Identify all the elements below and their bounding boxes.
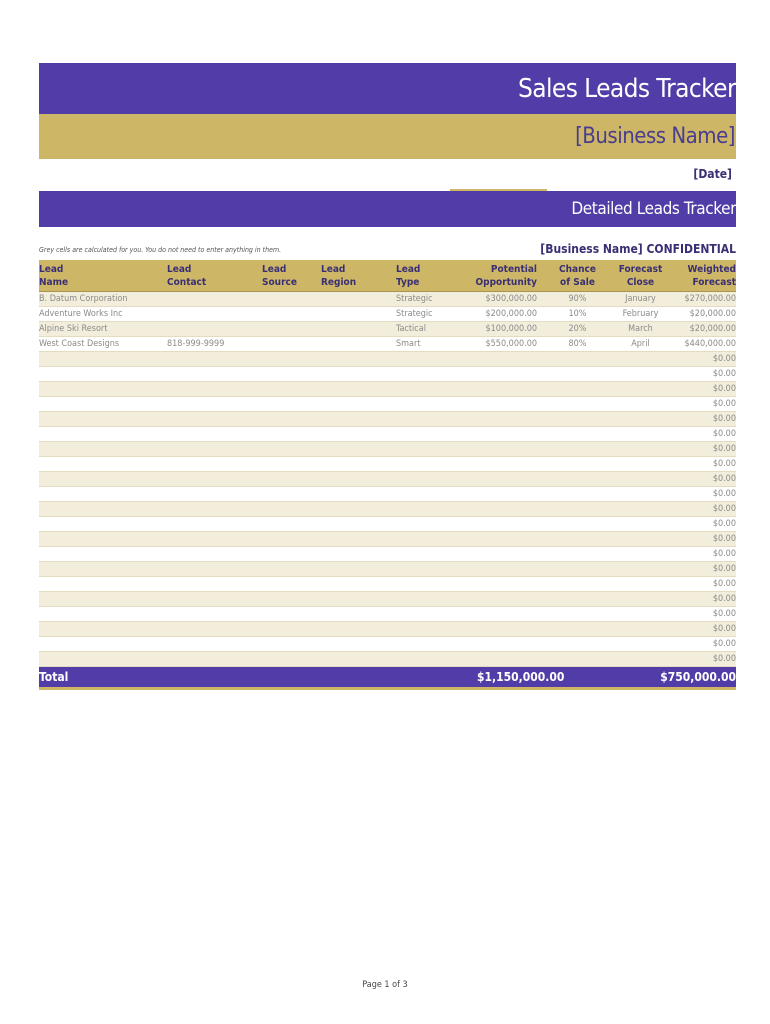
cell-type[interactable]: [396, 517, 449, 532]
cell-name[interactable]: Adventure Works Inc: [39, 307, 167, 322]
cell-weighted: $270,000.00: [673, 292, 736, 307]
cell-name[interactable]: [39, 412, 167, 427]
cell-opportunity[interactable]: [449, 367, 547, 382]
cell-opportunity[interactable]: [449, 472, 547, 487]
cell-opportunity[interactable]: [449, 502, 547, 517]
cell-region[interactable]: [321, 412, 396, 427]
cell-source[interactable]: [262, 517, 321, 532]
cell-chance[interactable]: [547, 412, 608, 427]
cell-close[interactable]: [608, 412, 673, 427]
cell-chance[interactable]: [547, 517, 608, 532]
cell-contact[interactable]: [167, 412, 262, 427]
cell-chance[interactable]: 80%: [547, 337, 608, 352]
cell-chance[interactable]: [547, 352, 608, 367]
cell-contact[interactable]: [167, 502, 262, 517]
cell-opportunity[interactable]: [449, 382, 547, 397]
cell-chance[interactable]: [547, 637, 608, 652]
total-opportunity: $1,150,000.00: [477, 670, 565, 684]
cell-contact[interactable]: [167, 307, 262, 322]
cell-contact[interactable]: [167, 577, 262, 592]
table-header-row: [39, 260, 736, 292]
cell-contact[interactable]: [167, 427, 262, 442]
cell-region[interactable]: [321, 547, 396, 562]
cell-type[interactable]: [396, 652, 449, 667]
cell-opportunity[interactable]: [449, 592, 547, 607]
cell-region[interactable]: [321, 307, 396, 322]
cell-source[interactable]: [262, 562, 321, 577]
column-header-line: Lead: [39, 263, 64, 275]
cell-weighted: $0.00: [673, 562, 736, 577]
cell-opportunity[interactable]: [449, 547, 547, 562]
cell-region[interactable]: [321, 592, 396, 607]
column-header-line: Lead: [167, 263, 192, 275]
table-row: [39, 637, 736, 652]
table-row: [39, 457, 736, 472]
cell-type[interactable]: [396, 637, 449, 652]
date-row: [39, 159, 736, 191]
cell-type[interactable]: [396, 457, 449, 472]
table-row: [39, 292, 736, 307]
cell-opportunity[interactable]: [449, 652, 547, 667]
cell-chance[interactable]: [547, 442, 608, 457]
cell-close[interactable]: [608, 517, 673, 532]
cell-source[interactable]: [262, 292, 321, 307]
column-header: [396, 260, 449, 292]
cell-close[interactable]: January: [608, 292, 673, 307]
cell-name[interactable]: Alpine Ski Resort: [39, 322, 167, 337]
cell-name[interactable]: [39, 532, 167, 547]
cell-source[interactable]: [262, 352, 321, 367]
cell-chance[interactable]: [547, 427, 608, 442]
column-header: [39, 260, 167, 292]
column-header-line: Lead: [321, 263, 346, 275]
cell-opportunity[interactable]: $300,000.00: [449, 292, 547, 307]
cell-name[interactable]: [39, 517, 167, 532]
sales-leads-sheet: [39, 63, 736, 690]
cell-source[interactable]: [262, 427, 321, 442]
cell-weighted: $0.00: [673, 652, 736, 667]
cell-opportunity[interactable]: [449, 412, 547, 427]
cell-name[interactable]: [39, 472, 167, 487]
cell-close[interactable]: [608, 457, 673, 472]
cell-type[interactable]: Strategic: [396, 292, 449, 307]
cell-weighted: $0.00: [673, 442, 736, 457]
cell-close[interactable]: [608, 547, 673, 562]
cell-opportunity[interactable]: $100,000.00: [449, 322, 547, 337]
cell-region[interactable]: [321, 577, 396, 592]
cell-name[interactable]: [39, 622, 167, 637]
cell-source[interactable]: [262, 637, 321, 652]
cell-contact[interactable]: [167, 382, 262, 397]
cell-close[interactable]: [608, 367, 673, 382]
cell-name[interactable]: [39, 367, 167, 382]
cell-weighted: $0.00: [673, 472, 736, 487]
column-header: [321, 260, 396, 292]
cell-type[interactable]: [396, 622, 449, 637]
cell-opportunity[interactable]: [449, 622, 547, 637]
cell-close[interactable]: [608, 622, 673, 637]
cell-name[interactable]: [39, 427, 167, 442]
cell-contact[interactable]: [167, 457, 262, 472]
cell-opportunity[interactable]: [449, 352, 547, 367]
cell-weighted: $0.00: [673, 397, 736, 412]
cell-weighted: $0.00: [673, 517, 736, 532]
cell-weighted: $0.00: [673, 637, 736, 652]
column-header: [262, 260, 321, 292]
cell-type[interactable]: [396, 487, 449, 502]
cell-source[interactable]: [262, 502, 321, 517]
column-header-line: Name: [39, 276, 69, 288]
cell-weighted: $0.00: [673, 487, 736, 502]
column-header-line: Lead: [396, 263, 421, 275]
cell-chance[interactable]: [547, 382, 608, 397]
cell-chance[interactable]: [547, 487, 608, 502]
cell-name[interactable]: [39, 487, 167, 502]
cell-contact[interactable]: [167, 592, 262, 607]
cell-region[interactable]: [321, 382, 396, 397]
cell-type[interactable]: [396, 502, 449, 517]
cell-close[interactable]: [608, 577, 673, 592]
cell-name[interactable]: [39, 457, 167, 472]
cell-source[interactable]: [262, 397, 321, 412]
cell-contact[interactable]: [167, 352, 262, 367]
cell-close[interactable]: [608, 652, 673, 667]
cell-source[interactable]: [262, 442, 321, 457]
cell-region[interactable]: [321, 607, 396, 622]
page-title: Sales Leads Tracker: [518, 73, 736, 104]
cell-weighted: $0.00: [673, 382, 736, 397]
cell-chance[interactable]: [547, 397, 608, 412]
cell-source[interactable]: [262, 487, 321, 502]
column-header: [673, 260, 736, 292]
cell-region[interactable]: [321, 487, 396, 502]
cell-weighted: $20,000.00: [673, 307, 736, 322]
table-row: [39, 622, 736, 637]
cell-contact[interactable]: [167, 367, 262, 382]
column-header: [449, 260, 547, 292]
cell-region[interactable]: [321, 367, 396, 382]
cell-weighted: $0.00: [673, 532, 736, 547]
cell-weighted: $0.00: [673, 412, 736, 427]
cell-opportunity[interactable]: [449, 517, 547, 532]
cell-opportunity[interactable]: $200,000.00: [449, 307, 547, 322]
cell-name[interactable]: [39, 607, 167, 622]
column-header: [167, 260, 262, 292]
page-footer: Page 1 of 3: [362, 980, 408, 990]
cell-name[interactable]: [39, 652, 167, 667]
cell-source[interactable]: [262, 592, 321, 607]
cell-type[interactable]: [396, 352, 449, 367]
cell-opportunity[interactable]: [449, 562, 547, 577]
table-row: [39, 412, 736, 427]
business-name[interactable]: [Business Name]: [575, 124, 735, 149]
cell-name[interactable]: [39, 637, 167, 652]
cell-type[interactable]: Strategic: [396, 307, 449, 322]
cell-contact[interactable]: [167, 292, 262, 307]
section-banner: [39, 191, 736, 227]
cell-contact[interactable]: [167, 547, 262, 562]
table-row: [39, 532, 736, 547]
cell-weighted: $0.00: [673, 352, 736, 367]
column-header: [547, 260, 608, 292]
cell-opportunity[interactable]: [449, 457, 547, 472]
cell-name[interactable]: [39, 577, 167, 592]
cell-name[interactable]: B. Datum Corporation: [39, 292, 167, 307]
cell-chance[interactable]: [547, 592, 608, 607]
table-row: [39, 322, 736, 337]
cell-close[interactable]: [608, 472, 673, 487]
leads-table: [39, 260, 736, 667]
cell-close[interactable]: [608, 532, 673, 547]
divider: [450, 189, 547, 191]
table-row: [39, 382, 736, 397]
cell-chance[interactable]: [547, 622, 608, 637]
cell-type[interactable]: [396, 577, 449, 592]
cell-source[interactable]: [262, 307, 321, 322]
cell-weighted: $20,000.00: [673, 322, 736, 337]
cell-source[interactable]: [262, 382, 321, 397]
cell-type[interactable]: Tactical: [396, 322, 449, 337]
cell-chance[interactable]: [547, 532, 608, 547]
cell-close[interactable]: [608, 637, 673, 652]
column-header-line: Type: [396, 276, 420, 288]
cell-close[interactable]: [608, 487, 673, 502]
table-row: [39, 547, 736, 562]
cell-opportunity[interactable]: [449, 577, 547, 592]
column-header-line: Contact: [167, 276, 207, 288]
cell-weighted: $0.00: [673, 577, 736, 592]
cell-close[interactable]: [608, 352, 673, 367]
cell-type[interactable]: [396, 367, 449, 382]
table-row: [39, 652, 736, 667]
section-title: Detailed Leads Tracker: [571, 199, 736, 219]
cell-source[interactable]: [262, 457, 321, 472]
cell-chance[interactable]: [547, 367, 608, 382]
cell-opportunity[interactable]: [449, 487, 547, 502]
cell-type[interactable]: [396, 562, 449, 577]
column-header-line: Source: [262, 276, 297, 288]
cell-region[interactable]: [321, 397, 396, 412]
table-row: [39, 307, 736, 322]
cell-opportunity[interactable]: [449, 532, 547, 547]
cell-contact[interactable]: [167, 472, 262, 487]
cell-opportunity[interactable]: [449, 397, 547, 412]
cell-type[interactable]: [396, 472, 449, 487]
table-row: [39, 607, 736, 622]
table-row: [39, 337, 736, 352]
cell-type[interactable]: [396, 412, 449, 427]
cell-type[interactable]: Smart: [396, 337, 449, 352]
cell-chance[interactable]: [547, 562, 608, 577]
cell-weighted: $440,000.00: [673, 337, 736, 352]
cell-weighted: $0.00: [673, 502, 736, 517]
cell-type[interactable]: [396, 442, 449, 457]
cell-chance[interactable]: [547, 607, 608, 622]
table-row: [39, 577, 736, 592]
cell-opportunity[interactable]: $550,000.00: [449, 337, 547, 352]
cell-contact[interactable]: [167, 607, 262, 622]
cell-chance[interactable]: [547, 457, 608, 472]
cell-weighted: $0.00: [673, 427, 736, 442]
cell-type[interactable]: [396, 547, 449, 562]
cell-source[interactable]: [262, 622, 321, 637]
table-row: [39, 442, 736, 457]
instruction-note: Grey cells are calculated for you. You do not need to enter anything in them.: [39, 246, 282, 254]
cell-source[interactable]: [262, 652, 321, 667]
cell-source[interactable]: [262, 367, 321, 382]
business-name-banner: [39, 114, 736, 159]
table-row: [39, 517, 736, 532]
cell-region[interactable]: [321, 532, 396, 547]
cell-source[interactable]: [262, 472, 321, 487]
column-header-line: Weighted: [687, 263, 736, 275]
table-body: [39, 292, 736, 667]
cell-close[interactable]: [608, 592, 673, 607]
cell-contact[interactable]: 818-999-9999: [167, 337, 262, 352]
cell-region[interactable]: [321, 517, 396, 532]
cell-opportunity[interactable]: [449, 637, 547, 652]
table-row: [39, 397, 736, 412]
cell-contact[interactable]: [167, 517, 262, 532]
cell-weighted: $0.00: [673, 607, 736, 622]
cell-source[interactable]: [262, 577, 321, 592]
cell-contact[interactable]: [167, 442, 262, 457]
cell-region[interactable]: [321, 457, 396, 472]
column-header-line: Forecast: [618, 263, 663, 275]
column-header-line: Chance: [559, 263, 596, 275]
cell-name[interactable]: [39, 502, 167, 517]
cell-region[interactable]: [321, 352, 396, 367]
column-header-line: Forecast: [692, 276, 736, 288]
cell-opportunity[interactable]: [449, 427, 547, 442]
cell-close[interactable]: [608, 502, 673, 517]
cell-source[interactable]: [262, 607, 321, 622]
cell-chance[interactable]: 10%: [547, 307, 608, 322]
cell-type[interactable]: [396, 427, 449, 442]
column-header-line: Potential Opportunity: [475, 263, 537, 288]
table-row: [39, 472, 736, 487]
cell-close[interactable]: February: [608, 307, 673, 322]
column-header-line: of Sale: [560, 276, 595, 288]
total-weighted-forecast: $750,000.00: [660, 670, 736, 684]
cell-type[interactable]: [396, 532, 449, 547]
title-banner: [39, 63, 736, 114]
table-row: [39, 427, 736, 442]
cell-weighted: $0.00: [673, 457, 736, 472]
cell-opportunity[interactable]: [449, 442, 547, 457]
cell-close[interactable]: [608, 427, 673, 442]
cell-weighted: $0.00: [673, 367, 736, 382]
cell-chance[interactable]: [547, 652, 608, 667]
column-header-line: Close: [626, 276, 655, 288]
cell-weighted: $0.00: [673, 622, 736, 637]
table-row: [39, 502, 736, 517]
cell-opportunity[interactable]: [449, 607, 547, 622]
cell-weighted: $0.00: [673, 547, 736, 562]
cell-contact[interactable]: [167, 532, 262, 547]
cell-type[interactable]: [396, 592, 449, 607]
cell-name[interactable]: [39, 562, 167, 577]
cell-region[interactable]: [321, 442, 396, 457]
cell-type[interactable]: [396, 607, 449, 622]
cell-contact[interactable]: [167, 397, 262, 412]
cell-contact[interactable]: [167, 622, 262, 637]
cell-source[interactable]: [262, 532, 321, 547]
cell-contact[interactable]: [167, 562, 262, 577]
cell-contact[interactable]: [167, 487, 262, 502]
cell-region[interactable]: [321, 472, 396, 487]
column-header-line: Region: [321, 276, 357, 288]
cell-name[interactable]: [39, 397, 167, 412]
cell-type[interactable]: [396, 382, 449, 397]
total-label: Total: [39, 670, 69, 684]
date-field[interactable]: [Date]: [693, 167, 732, 181]
cell-chance[interactable]: 20%: [547, 322, 608, 337]
table-row: [39, 592, 736, 607]
cell-weighted: $0.00: [673, 592, 736, 607]
cell-source[interactable]: [262, 322, 321, 337]
cell-region[interactable]: [321, 337, 396, 352]
table-row: [39, 367, 736, 382]
note-row: [39, 227, 736, 260]
cell-chance[interactable]: 90%: [547, 292, 608, 307]
cell-chance[interactable]: [547, 547, 608, 562]
cell-contact[interactable]: [167, 322, 262, 337]
cell-close[interactable]: [608, 562, 673, 577]
cell-contact[interactable]: [167, 652, 262, 667]
table-row: [39, 352, 736, 367]
cell-type[interactable]: [396, 397, 449, 412]
confidential-label: [Business Name] CONFIDENTIAL: [540, 242, 736, 256]
total-row: [39, 667, 736, 690]
cell-name[interactable]: [39, 592, 167, 607]
cell-chance[interactable]: [547, 472, 608, 487]
cell-source[interactable]: [262, 547, 321, 562]
cell-region[interactable]: [321, 562, 396, 577]
cell-region[interactable]: [321, 322, 396, 337]
cell-name[interactable]: [39, 352, 167, 367]
cell-name[interactable]: [39, 382, 167, 397]
cell-source[interactable]: [262, 337, 321, 352]
cell-region[interactable]: [321, 652, 396, 667]
cell-name[interactable]: [39, 442, 167, 457]
cell-close[interactable]: March: [608, 322, 673, 337]
cell-chance[interactable]: [547, 502, 608, 517]
cell-name[interactable]: [39, 547, 167, 562]
cell-close[interactable]: [608, 607, 673, 622]
cell-close[interactable]: [608, 442, 673, 457]
table-row: [39, 487, 736, 502]
cell-region[interactable]: [321, 637, 396, 652]
cell-close[interactable]: April: [608, 337, 673, 352]
cell-source[interactable]: [262, 412, 321, 427]
cell-name[interactable]: West Coast Designs: [39, 337, 167, 352]
cell-close[interactable]: [608, 397, 673, 412]
cell-region[interactable]: [321, 502, 396, 517]
cell-region[interactable]: [321, 292, 396, 307]
column-header-line: Lead: [262, 263, 287, 275]
cell-region[interactable]: [321, 622, 396, 637]
cell-contact[interactable]: [167, 637, 262, 652]
table-row: [39, 562, 736, 577]
cell-close[interactable]: [608, 382, 673, 397]
cell-chance[interactable]: [547, 577, 608, 592]
cell-region[interactable]: [321, 427, 396, 442]
column-header: [608, 260, 673, 292]
